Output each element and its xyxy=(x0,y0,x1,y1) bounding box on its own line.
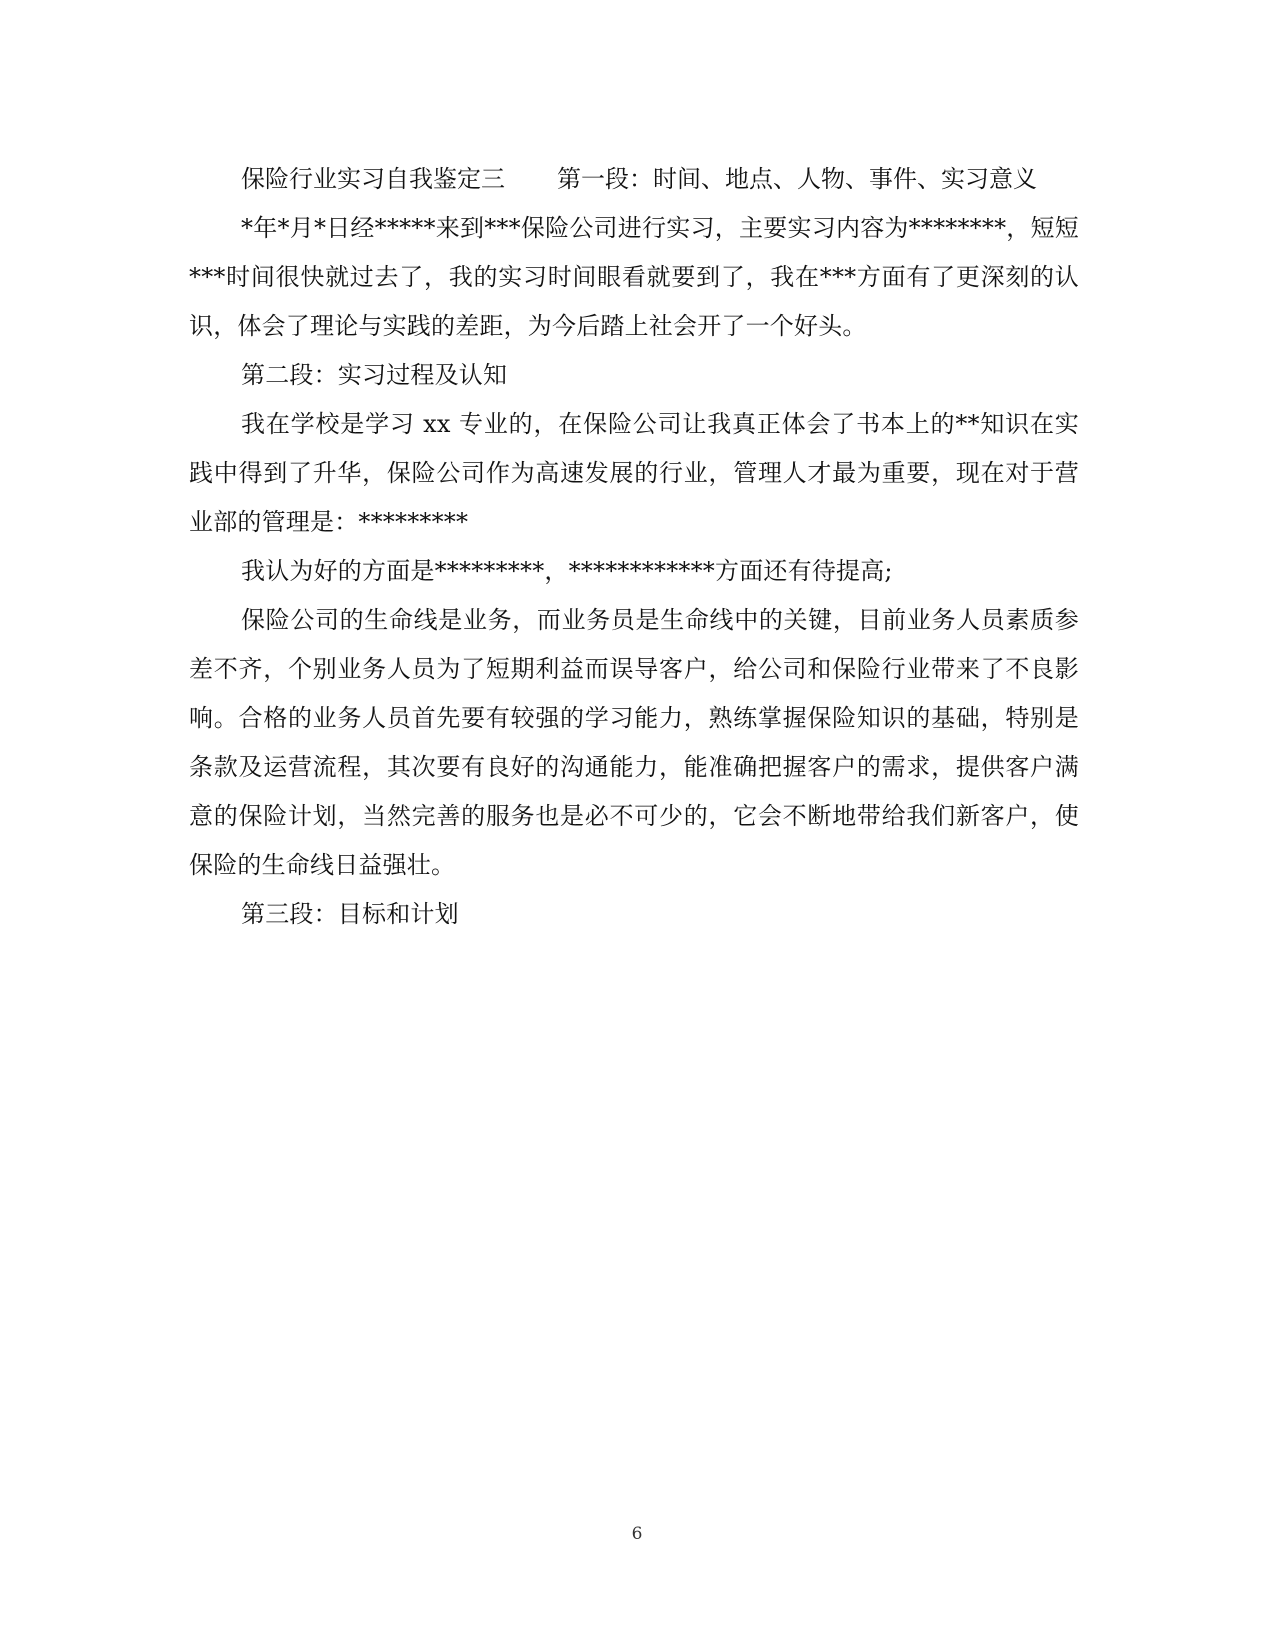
paragraph-intro: *年*月*日经*****来到***保险公司进行实习，主要实习内容为********，短短***时间很快就过去了，我的实习时间眼看就要到了，我在***方面有了更深刻的认识，体会了理论与实践的差距，为今后踏上社会开了一个好头。 xyxy=(189,214,1079,340)
document-title: 保险行业实习自我鉴定三 xyxy=(241,165,505,193)
document-body xyxy=(189,155,1079,939)
paragraph-evaluation: 我认为好的方面是*********，************方面还有待提高; xyxy=(241,557,893,585)
title-line xyxy=(189,155,1079,204)
paragraph-study: 我在学校是学习 xx 专业的，在保险公司让我真正体会了书本上的**知识在实践中得到了升华，保险公司作为高速发展的行业，管理人才最为重要，现在对于营业部的管理是：********* xyxy=(189,410,1079,536)
page-number: 6 xyxy=(631,1524,643,1544)
section-heading-3: 第三段：目标和计划 xyxy=(241,900,459,928)
section-heading-2: 第二段：实习过程及认知 xyxy=(241,361,508,389)
paragraph-business: 保险公司的生命线是业务，而业务员是生命线中的关键，目前业务人员素质参差不齐，个别业务人员为了短期利益而误导客户，给公司和保险行业带来了不良影响。合格的业务人员首先要有较强的学习能力，熟练掌握保险知识的基础，特别是条款及运营流程，其次要有良好的沟通能力，能准确把握客户的需求，提供客户满意的保险计划，当然完善的服务也是必不可少的，它会不断地带给我们新客户，使保险的生命线日益强壮。 xyxy=(189,606,1079,879)
section-heading-1: 第一段：时间、地点、人物、事件、实习意义 xyxy=(557,165,1037,193)
